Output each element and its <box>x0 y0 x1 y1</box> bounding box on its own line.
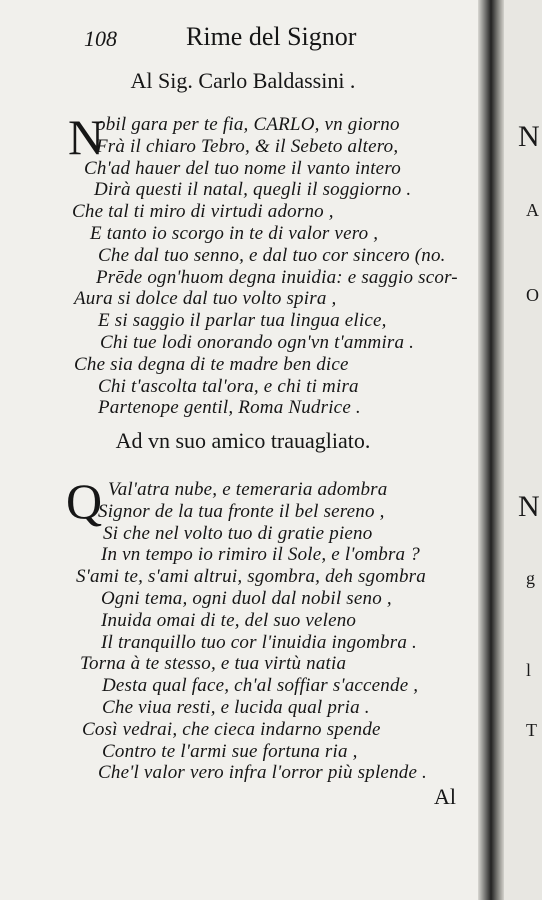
verse-line: Inuida omai di te, del suo veleno <box>101 609 357 631</box>
verse-line: Val'atra nube, e temeraria adombra <box>108 479 388 500</box>
verse-line: Che dal tuo senno, e dal tuo cor sincero (no. <box>98 244 446 266</box>
facing-page-fragment: A <box>526 200 539 220</box>
page-number: 108 <box>84 26 117 51</box>
poem1-drop-cap: N <box>68 109 105 165</box>
verse-line: Aura si dolce dal tuo volto spira , <box>74 288 337 310</box>
verse-line: Così vedrai, che cieca indarno spende <box>82 718 381 740</box>
verse-line: Torna à te stesso, e tua virtù natia <box>80 653 347 675</box>
verse-line: Che tal ti miro di virtudi adorno , <box>72 201 334 223</box>
verse-line: Si che nel volto tuo di gratie pieno <box>103 522 373 544</box>
page-header <box>84 22 406 56</box>
verse-line: Che'l valor vero infra l'orror più splende . <box>98 762 427 784</box>
verse-line: S'ami te, s'ami altrui, sgombra, deh sgombra <box>76 566 426 588</box>
verse-line: Ogni tema, ogni duol dal nobil seno , <box>101 588 392 609</box>
facing-page-fragment: N <box>518 120 540 153</box>
verse-line: In vn tempo io rimiro il Sole, e l'ombra ? <box>101 544 420 566</box>
catchword: Al <box>434 784 456 809</box>
facing-page-fragment: N <box>518 490 540 523</box>
verse-line: Signor de la tua fronte il bel sereno , <box>98 500 385 522</box>
poem2-title: Ad vn suo amico trauagliato. <box>115 428 371 453</box>
verse-line: Che viua resti, e lucida qual pria . <box>102 697 370 718</box>
verse-line: Il tranquillo tuo cor l'inuidia ingombra . <box>101 631 417 653</box>
verse-line: Chi t'ascolta tal'ora, e chi ti mira <box>98 375 359 397</box>
facing-page-fragment: l <box>526 660 532 680</box>
verse-line: Prēde ogn'huom degna inuidia: e saggio scor- <box>96 266 458 288</box>
poem2-drop-cap: Q <box>66 473 103 529</box>
verse-line: E tanto io scorgo in te di valor vero , <box>90 223 379 244</box>
facing-page-edge <box>504 0 542 900</box>
verse-line: Dirà questi il natal, quegli il soggiorno . <box>94 179 412 201</box>
running-title: Rime del Signor <box>186 22 357 51</box>
verse-line: Desta qual face, ch'al soffiar s'accende , <box>102 675 419 697</box>
book-gutter <box>478 0 504 900</box>
verse-line: obil gara per te fia, CARLO, vn giorno <box>96 114 400 135</box>
verse-line: Partenope gentil, Roma Nudrice . <box>98 397 361 419</box>
facing-page-fragment: T <box>526 720 537 740</box>
verse-line: Frà il chiaro Tebro, & il Sebeto altero, <box>96 135 399 157</box>
facing-page-fragment: O <box>526 285 539 305</box>
verse-line: Chi tue lodi onorando ogn'vn t'ammira . <box>100 332 415 353</box>
verse-line: E si saggio il parlar tua lingua elice, <box>98 310 387 332</box>
verse-line: Che sia degna di te madre ben dice <box>74 353 349 375</box>
verse-line: Ch'ad hauer del tuo nome il vanto intero <box>84 157 401 179</box>
poem1-title: Al Sig. Carlo Baldassini . <box>130 68 356 93</box>
verse-line: Contro te l'armi sue fortuna ria , <box>102 740 358 762</box>
facing-page-fragment: g <box>526 568 535 588</box>
